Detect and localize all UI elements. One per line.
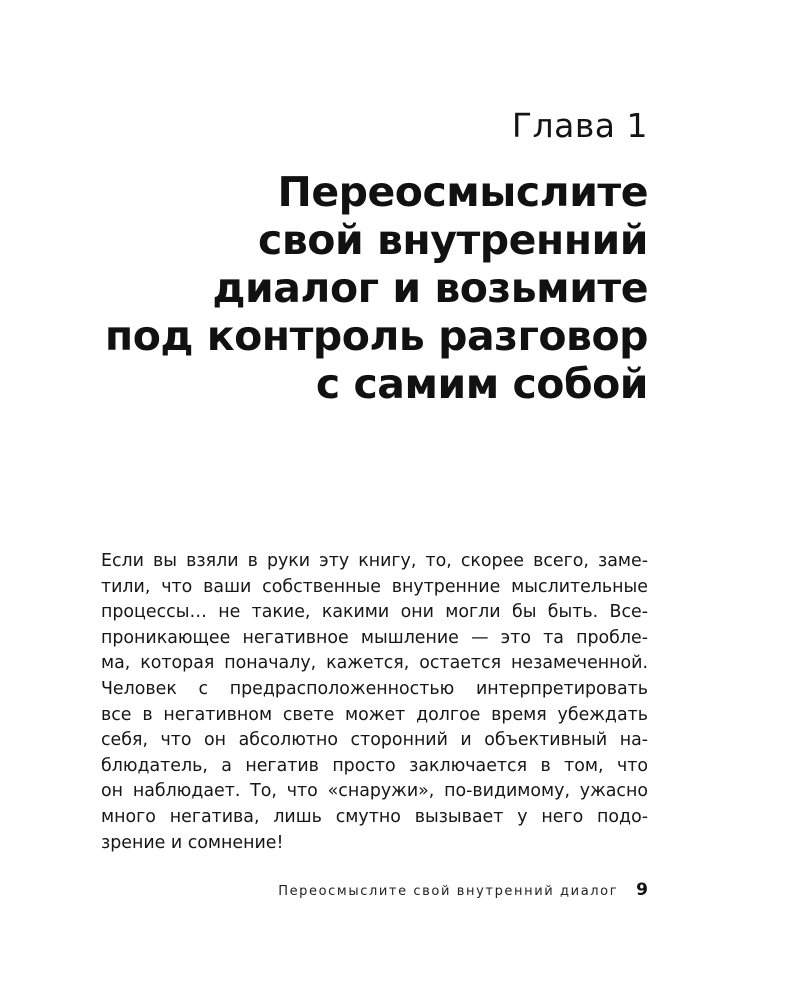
body-line: он наблюдает. То, что «снаружи», по-видимому, ужасно (101, 781, 648, 802)
body-line: тили, что ваши собственные внутренние мыслительные (101, 576, 648, 597)
chapter-title-line: диалог и возьмите (212, 264, 648, 312)
chapter-label: Глава 1 (511, 106, 648, 145)
body-line: Если вы взяли в руки эту книгу, то, скорее всего, заме- (101, 551, 648, 571)
body-line: много негатива, лишь смутно вызывает у него подо- (101, 806, 648, 827)
body-line: ма, которая поначалу, кажется, остается незамеченной. (101, 653, 648, 674)
body-line: блюдатель, а негатив просто заключается в том, что (101, 755, 648, 776)
chapter-title-line: под контроль разговор (104, 312, 648, 360)
chapter-title-line: с самим собой (315, 360, 648, 408)
page-number: 9 (636, 880, 648, 900)
body-line: процессы… не такие, какими они могли бы быть. Все- (101, 602, 648, 623)
body-line: проникающее негативное мышление — это та пробле- (101, 627, 648, 648)
chapter-title-line: свой внутренний (258, 216, 648, 264)
body-line: все в негативном свете может долгое время убеждать (101, 704, 648, 725)
chapter-title (88, 168, 648, 408)
body-paragraph (101, 549, 648, 856)
page-footer (278, 880, 648, 900)
running-title: Переосмыслите свой внутренний диалог (278, 884, 619, 899)
body-line: зрение и сомнение! (101, 832, 284, 853)
body-line: себя, что он абсолютно сторонний и объективный на- (101, 730, 648, 751)
body-line: Человек с предрасположенностью интерпретировать (101, 678, 648, 699)
chapter-title-line: Переосмыслите (277, 168, 648, 216)
